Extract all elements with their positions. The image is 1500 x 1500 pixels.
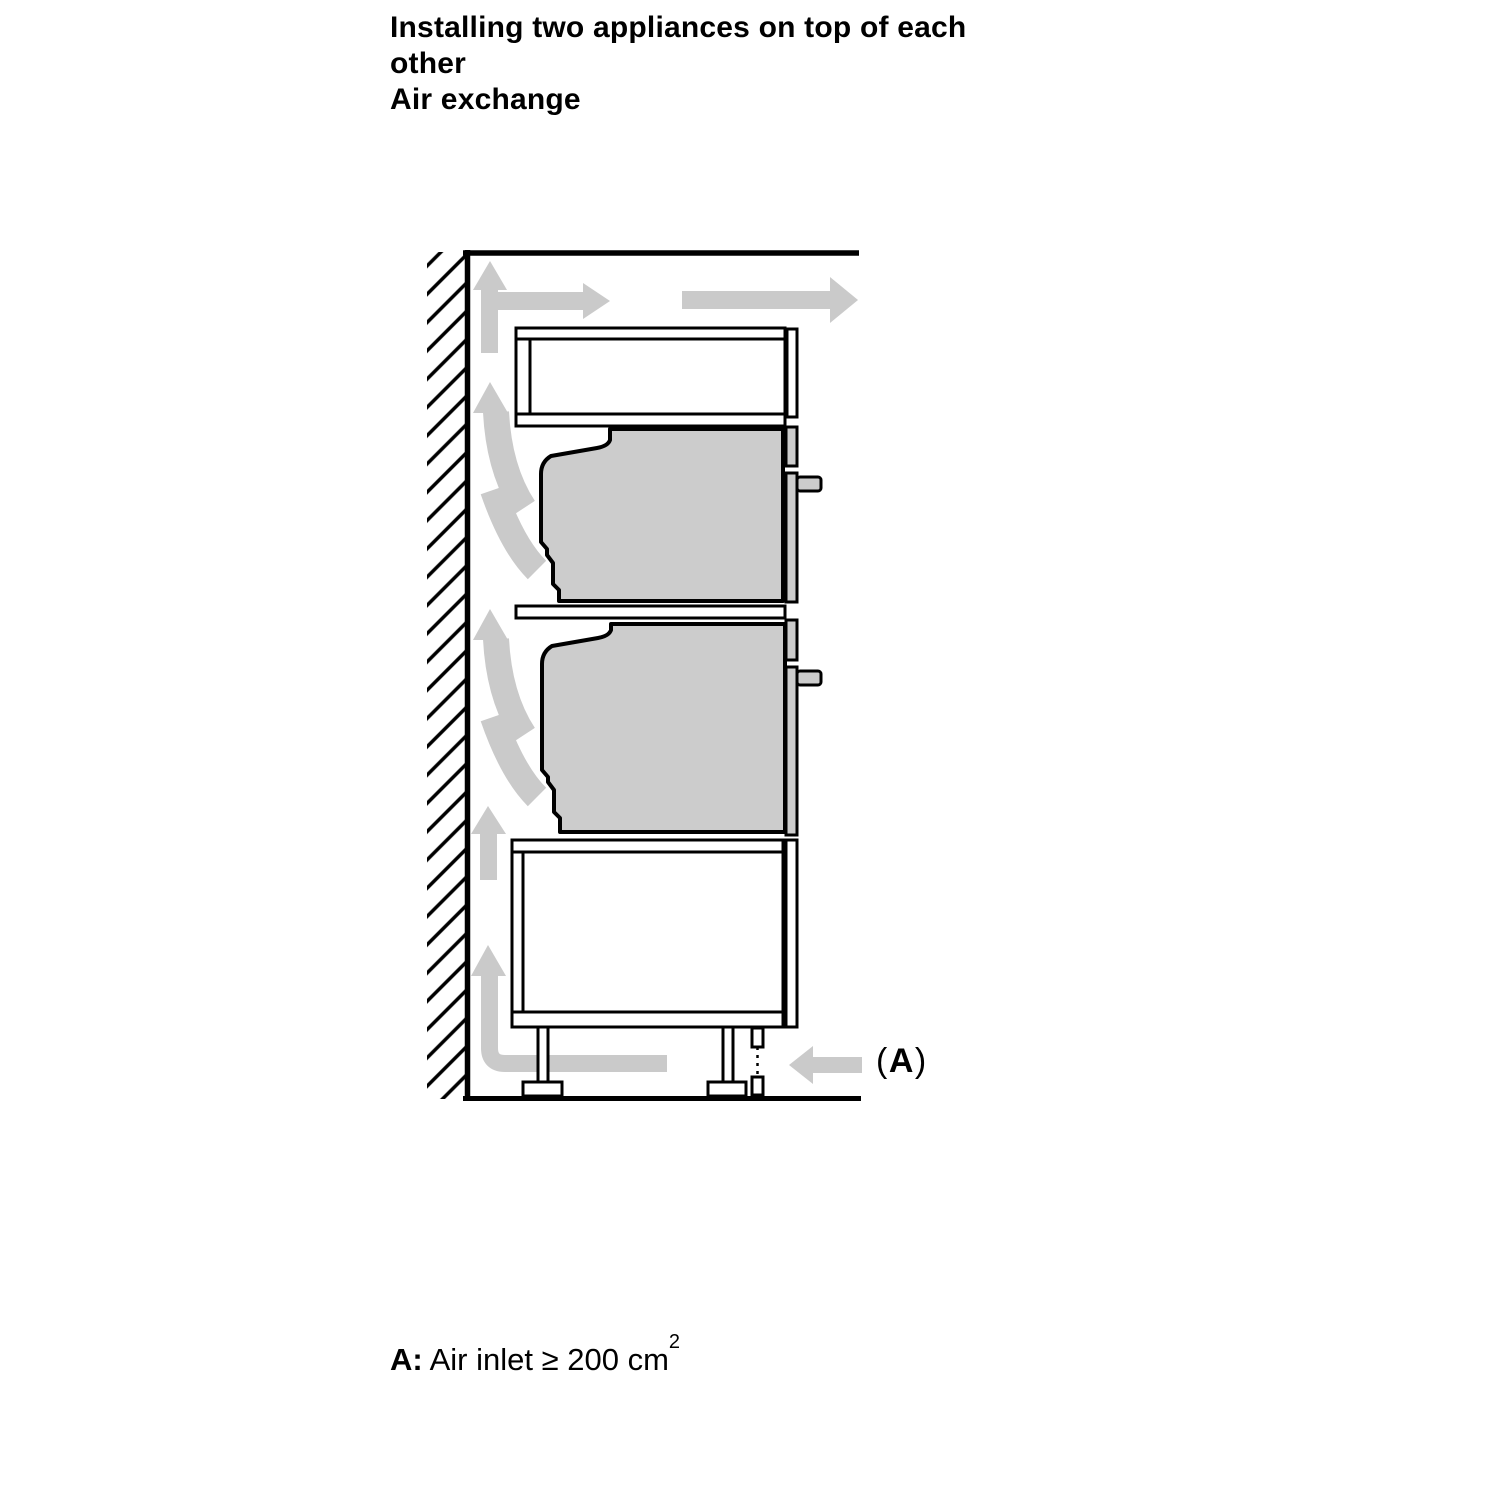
divider-shelf [516, 606, 785, 618]
wall-hatch [427, 252, 465, 1099]
page-title-line-1: Installing two appliances on top of each [390, 11, 967, 44]
airflow-up-arrow [473, 261, 507, 290]
caption-body: Air inlet ≥ 200 cm [422, 1342, 669, 1377]
caption-prefix: A: [390, 1342, 423, 1377]
upper-oven-body [541, 429, 783, 601]
inlet-label-letter: A [888, 1042, 915, 1080]
lower-oven-body [542, 624, 785, 832]
page-title-line-2: other [390, 47, 466, 80]
lower-oven-door [786, 667, 797, 835]
upper-oven-door [786, 473, 797, 602]
air-inlet-label [876, 1041, 928, 1081]
cabinet-foot [708, 1082, 746, 1096]
caption-superscript: 2 [668, 1330, 681, 1353]
riser-up-arrow [471, 806, 506, 880]
cabinet-leg [538, 1027, 548, 1082]
cabinet-foot [523, 1082, 562, 1096]
top-vent-cabinet [516, 328, 797, 426]
top-cabinet-front-trim [787, 329, 797, 417]
cabinet-leg [723, 1027, 733, 1082]
base-cabinet-front-trim [786, 840, 797, 1027]
lower-oven-handle [797, 671, 821, 685]
lower-oven [542, 620, 821, 835]
plinth-bracket [752, 1028, 763, 1047]
plinth-bracket [752, 1077, 763, 1095]
upper-oven-control-panel [786, 427, 797, 466]
exhaust-right-arrow [682, 277, 858, 323]
airflow-right-arrow [583, 283, 610, 319]
inlet-label-close-paren: ) [914, 1042, 928, 1080]
page-title-line-3: Air exchange [390, 83, 581, 116]
page-title [390, 10, 966, 118]
lower-oven-control-panel [786, 620, 797, 660]
air-inlet-arrow [789, 1046, 862, 1084]
inlet-label-open-paren: ( [876, 1042, 889, 1080]
caption [390, 1330, 681, 1378]
upper-oven [541, 427, 821, 602]
lower-oven-airflow-arrow [473, 609, 537, 797]
upper-oven-handle [797, 477, 821, 491]
